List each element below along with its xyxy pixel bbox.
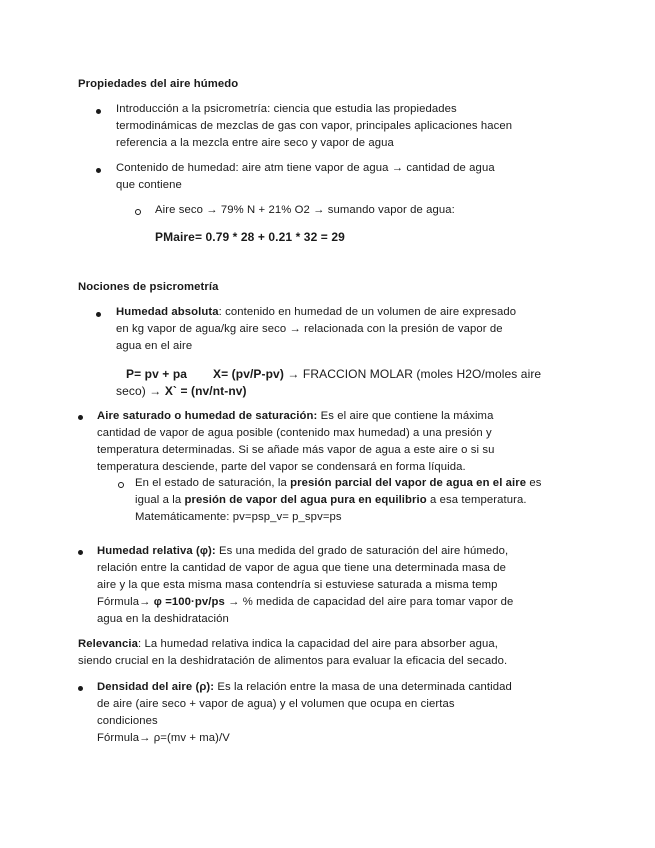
item-intro-line3: referencia a la mezcla entre aire seco y vapor de agua <box>116 137 394 149</box>
item-humedad-absoluta-line1: Humedad absoluta: contenido en humedad de un volumen de aire expresado <box>116 306 517 318</box>
item-humedad-relativa-line3: aire y la que esta misma masa contendría si estuviese saturada a misma temp <box>97 579 498 591</box>
term-humedad-relativa: Humedad relativa (φ): <box>97 545 216 557</box>
item-densidad-line2: de aire (aire seco + vapor de agua) y el volumen que ocupa en ciertas <box>97 698 455 710</box>
item-aire-saturado-line4: temperatura desciende, parte del vapor se condensará en forma líquida. <box>97 461 466 473</box>
sub-bullet-icon <box>135 209 141 215</box>
subitem-saturacion-line2: igual a la presión de vapor del agua pura en equilibrio a esa temperatura. <box>135 494 527 506</box>
bullet-icon <box>78 550 83 555</box>
item-humedad-absoluta-line3: agua en el aire <box>116 340 193 352</box>
item-humedad-relativa-formula: Fórmula→ φ =100·pv/ps → % medida de capacidad del aire para tomar vapor de <box>97 596 514 608</box>
formula-presion-x: P= pv + pa X= (pv/P-pv) → FRACCION MOLAR (moles H2O/moles aire <box>126 367 542 381</box>
term-aire-saturado: Aire saturado o humedad de saturación: <box>97 410 318 422</box>
item-aire-saturado-line2: cantidad de vapor de agua posible (contenido max humedad) a una presión y <box>97 427 492 439</box>
item-aire-saturado-line1: Aire saturado o humedad de saturación: Es el aire que contiene la máxima <box>97 410 494 422</box>
relevancia-line1: Relevancia: La humedad relativa indica la capacidad del aire para absorber agua, <box>78 638 498 650</box>
subitem-saturacion-line1: En el estado de saturación, la presión parcial del vapor de agua en el aire es <box>135 477 542 489</box>
item-densidad-line1: Densidad del aire (ρ): Es la relación entre la masa de una determinada cantidad <box>97 681 512 693</box>
item-densidad-formula: Fórmula→ ρ=(mv + ma)/V <box>97 732 230 744</box>
formula-pmaire: PMaire= 0.79 * 28 + 0.21 * 32 = 29 <box>155 230 345 244</box>
item-contenido-line1: Contenido de humedad: aire atm tiene vapor de agua → cantidad de agua <box>116 162 495 174</box>
bullet-icon <box>96 109 101 114</box>
formula-x-prima: seco) → X` = (nv/nt-nv) <box>116 384 247 398</box>
bullet-icon <box>96 168 101 173</box>
item-contenido-line2: que contiene <box>116 179 182 191</box>
section-title-nociones: Nociones de psicrometría <box>78 281 219 293</box>
term-humedad-absoluta: Humedad absoluta <box>116 306 219 318</box>
item-densidad-line3: condiciones <box>97 715 158 727</box>
subitem-saturacion-line3: Matemáticamente: pv=psp_v= p_spv=ps <box>135 511 342 523</box>
term-relevancia: Relevancia <box>78 638 139 650</box>
item-humedad-relativa-line1: Humedad relativa (φ): Es una medida del grado de saturación del aire húmedo, <box>97 545 509 557</box>
item-humedad-relativa-line2: relación entre la cantidad de vapor de agua que tiene una determinada masa de <box>97 562 507 574</box>
bullet-icon <box>96 312 101 317</box>
bullet-icon <box>78 415 83 420</box>
sub-bullet-icon <box>118 482 124 488</box>
item-intro-line1: Introducción a la psicrometría: ciencia que estudia las propiedades <box>116 103 457 115</box>
item-humedad-absoluta-line2: en kg vapor de agua/kg aire seco → relacionada con la presión de vapor de <box>116 323 503 335</box>
item-humedad-relativa-line5: agua en la deshidratación <box>97 613 229 625</box>
relevancia-line2: siendo crucial en la deshidratación de alimentos para evaluar la eficacia del secado. <box>78 655 508 667</box>
item-aire-saturado-line3: temperatura determinadas. Si se añade más vapor de agua a este aire o si su <box>97 444 495 456</box>
section-title-propiedades: Propiedades del aire húmedo <box>78 78 239 90</box>
item-intro-line2: termodinámicas de mezclas de gas con vapor, principales aplicaciones hacen <box>116 120 513 132</box>
bullet-icon <box>78 686 83 691</box>
subitem-aire-seco: Aire seco → 79% N + 21% O2 → sumando vapor de agua: <box>155 204 455 216</box>
term-densidad: Densidad del aire (ρ): <box>97 681 215 693</box>
